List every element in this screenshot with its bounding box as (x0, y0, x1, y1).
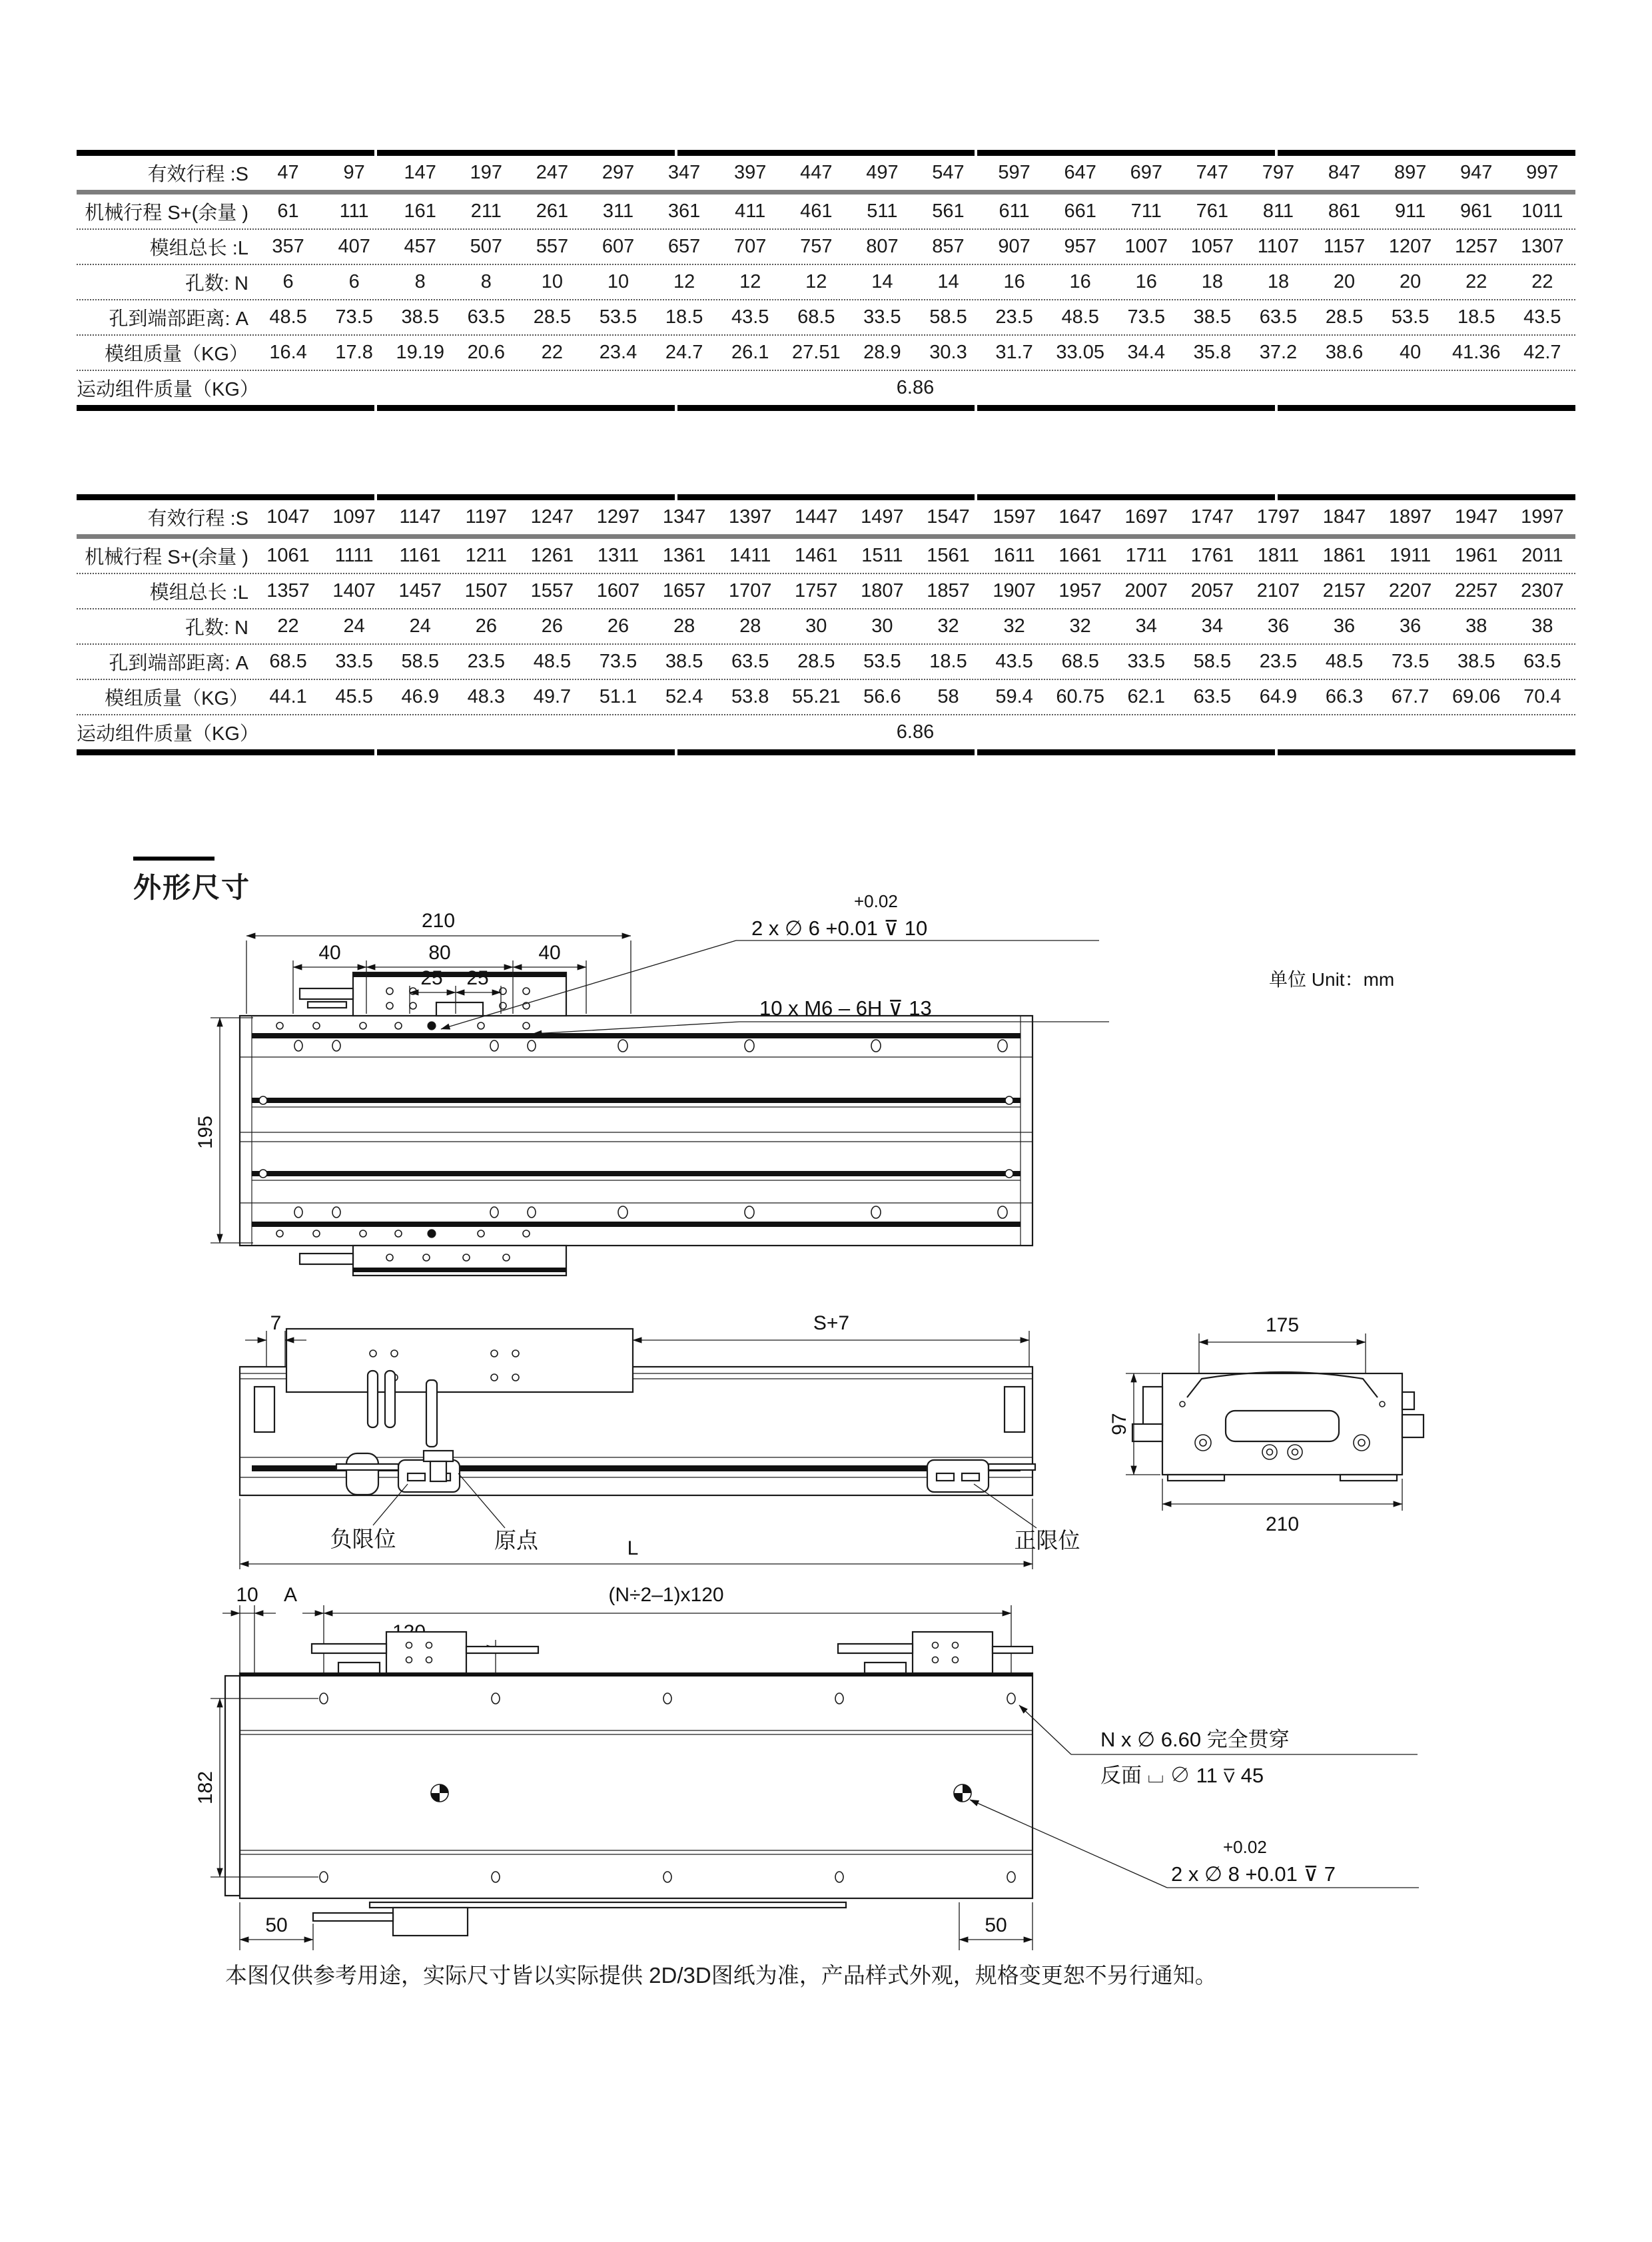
table-cell: 707 (734, 236, 767, 257)
table-cell: 59.4 (995, 686, 1033, 707)
table-cell: 1247 (530, 506, 574, 528)
table-cell: 36 (1400, 615, 1422, 637)
table-cell: 447 (800, 162, 833, 183)
label-negative-limit: 负限位 (330, 1527, 396, 1551)
table-cell: 41.36 (1451, 342, 1501, 363)
table-cell: 811 (1262, 200, 1294, 222)
table-cell: 33.5 (863, 306, 901, 328)
table-cell: 22 (541, 342, 564, 363)
table-cell: 697 (1130, 162, 1162, 183)
table-cell: 63.5 (1523, 651, 1561, 672)
table-cell: 497 (866, 162, 899, 183)
table-cell: 1261 (530, 545, 574, 566)
table-cell: 1597 (993, 506, 1036, 528)
table-cell: 1857 (927, 580, 970, 601)
table-cell: 197 (470, 162, 503, 183)
table-cell: 297 (602, 162, 635, 183)
table-cell: 38.5 (401, 306, 439, 328)
table-cell: 27.51 (792, 342, 841, 363)
callout-pin-holes: 2 x ∅ 6 +0.01 ⊽ 10 (751, 917, 928, 940)
table-cell: 37.2 (1259, 342, 1298, 363)
table-cell: 97 (343, 162, 365, 183)
table-cell: 23.5 (1259, 651, 1298, 672)
table-cell: 38.5 (665, 651, 703, 672)
table-cell: 957 (1064, 236, 1096, 257)
table-cell: 26 (541, 615, 564, 637)
row-label: 有效行程 :S (147, 164, 248, 185)
table-cell: 45.5 (335, 686, 373, 707)
table-cell: 68.5 (797, 306, 835, 328)
table-cell: 1511 (861, 545, 903, 566)
table-cell: 28.9 (863, 342, 901, 363)
dim-182: 182 (195, 1770, 216, 1805)
table-cell: 53.8 (731, 686, 769, 707)
table-cell: 33.5 (335, 651, 373, 672)
table-cell: 30.3 (929, 342, 967, 363)
table-cell: 35.8 (1193, 342, 1232, 363)
table-cell: 1697 (1124, 506, 1168, 528)
table-cell: 43.5 (1523, 306, 1561, 328)
dim-175: 175 (1265, 1314, 1300, 1336)
table-cell: 261 (536, 200, 569, 222)
table-cell: 73.5 (1127, 306, 1165, 328)
table-cell: 18.5 (665, 306, 703, 328)
table-cell: 40 (1400, 342, 1422, 363)
table-cell: 10 (607, 271, 629, 292)
row-label: 孔到端部距离: A (109, 653, 248, 674)
table-cell: 22 (1465, 271, 1487, 292)
table-cell: 18 (1267, 271, 1290, 292)
table-cell: 58 (937, 686, 959, 707)
table-cell: 48.3 (467, 686, 506, 707)
table-cell: 32 (937, 615, 959, 637)
dim-40a: 40 (318, 942, 341, 964)
table-cell: 14 (871, 271, 893, 292)
table-cell: 67.7 (1391, 686, 1430, 707)
table-cell: 807 (866, 236, 899, 257)
table-cell: 611 (999, 200, 1030, 222)
table-cell: 1011 (1521, 200, 1563, 222)
table-cell: 1397 (728, 506, 772, 528)
table-cell: 38.5 (1193, 306, 1232, 328)
table-cell: 647 (1064, 162, 1096, 183)
row-label: 有效行程 :S (147, 508, 248, 530)
table-cell: 43.5 (995, 651, 1033, 672)
callout-dowel-holes: 2 x ∅ 8 +0.01 ⊽ 7 (1171, 1862, 1336, 1886)
table-cell: 1561 (927, 545, 970, 566)
table-cell: 1061 (266, 545, 310, 566)
table-cell: 847 (1328, 162, 1361, 183)
table-cell: 1997 (1521, 506, 1564, 528)
callout-pin-tolerance: +0.02 (854, 891, 898, 911)
dim-97: 97 (1108, 1413, 1130, 1435)
table-cell: 2011 (1521, 545, 1563, 566)
table-cell: 1211 (465, 545, 508, 566)
table-cell: 28.5 (797, 651, 835, 672)
end-view (1108, 1314, 1424, 1535)
table-cell: 68.5 (269, 651, 307, 672)
table-cell: 14 (937, 271, 959, 292)
table-cell: 24 (409, 615, 431, 637)
table-cell: 58.5 (401, 651, 439, 672)
row-label: 模组总长 :L (149, 238, 248, 259)
table-cell: 23.4 (599, 342, 637, 363)
table-cell: 1747 (1190, 506, 1234, 528)
table-cell: 907 (998, 236, 1031, 257)
table-cell: 911 (1395, 200, 1426, 222)
table-cell: 361 (667, 200, 701, 222)
table-cell: 48.5 (533, 651, 572, 672)
table-cell: 161 (404, 200, 436, 222)
table-cell: 1007 (1124, 236, 1168, 257)
table-cell: 53.5 (863, 651, 901, 672)
dim-210: 210 (421, 910, 456, 932)
table-cell: 357 (272, 236, 304, 257)
table-cell: 547 (932, 162, 965, 183)
table-cell: 31.7 (995, 342, 1033, 363)
dim-50-right: 50 (985, 1914, 1007, 1936)
table-cell: 18.5 (1457, 306, 1495, 328)
table-cell: 1757 (795, 580, 838, 601)
table-cell: 1147 (399, 506, 441, 528)
dim-195: 195 (195, 1115, 216, 1150)
table-cell: 36 (1333, 615, 1356, 637)
table-cell: 42.7 (1523, 342, 1561, 363)
table-cell: 1307 (1521, 236, 1564, 257)
table-cell: 6 (282, 271, 294, 292)
table-cell: 12 (673, 271, 695, 292)
table-cell: 55.21 (792, 686, 841, 707)
table-cell: 16 (1003, 271, 1025, 292)
table-cell: 1461 (795, 545, 838, 566)
table-cell: 2257 (1454, 580, 1498, 601)
table-cell: 66.3 (1325, 686, 1364, 707)
table-cell: 1157 (1323, 236, 1366, 257)
table-cell: 711 (1130, 200, 1162, 222)
sensor-block-right (838, 1632, 1032, 1673)
table-cell: 56.6 (863, 686, 901, 707)
table-cell: 28.5 (1325, 306, 1364, 328)
table-cell: 33.5 (1127, 651, 1165, 672)
table-cell: 457 (404, 236, 436, 257)
table-cell: 32 (1069, 615, 1091, 637)
table-cell: 1961 (1454, 545, 1498, 566)
table-cell: 63.5 (467, 306, 506, 328)
table-cell: 38 (1465, 615, 1487, 637)
dowel-hole-left (431, 1784, 448, 1802)
table-cell: 26 (475, 615, 497, 637)
table-cell: 1411 (729, 545, 771, 566)
dim-7: 7 (270, 1312, 282, 1334)
table-cell: 44.1 (269, 686, 307, 707)
table-cell: 16.4 (269, 342, 307, 363)
table-cell: 597 (998, 162, 1031, 183)
table-cell: 70.4 (1523, 686, 1561, 707)
table-cell: 20 (1333, 271, 1356, 292)
dim-25a: 25 (420, 967, 443, 989)
row-label: 机械行程 S+(余量 ) (85, 547, 248, 568)
table-cell: 19.19 (396, 342, 445, 363)
table-cell: 1107 (1257, 236, 1300, 257)
table-cell: 857 (932, 236, 965, 257)
table-cell: 897 (1394, 162, 1427, 183)
table-cell: 1907 (993, 580, 1036, 601)
table-cell: 1661 (1058, 545, 1102, 566)
table-cell: 2207 (1388, 580, 1432, 601)
table-cell: 947 (1460, 162, 1493, 183)
table-cell: 28 (673, 615, 695, 637)
table-cell-span: 6.86 (896, 377, 935, 398)
table-cell: 1957 (1058, 580, 1102, 601)
table-cell: 38 (1531, 615, 1553, 637)
table-cell: 12 (739, 271, 761, 292)
table-cell: 797 (1262, 162, 1295, 183)
table-cell: 8 (414, 271, 426, 292)
table-cell: 68.5 (1061, 651, 1099, 672)
callout-tapped-holes: 10 x M6 – 6H ⊽ 13 (759, 996, 932, 1020)
table-cell: 2057 (1190, 580, 1234, 601)
table-cell: 1197 (465, 506, 508, 528)
table-cell: 1811 (1257, 545, 1300, 566)
table-cell: 36 (1267, 615, 1290, 637)
table-cell: 1611 (993, 545, 1035, 566)
table-cell: 1347 (662, 506, 706, 528)
table-cell: 2107 (1256, 580, 1300, 601)
table-cell: 48.5 (269, 306, 307, 328)
table-cell: 51.1 (599, 686, 637, 707)
table-cell: 63.5 (1259, 306, 1298, 328)
table-cell: 507 (470, 236, 503, 257)
row-label: 孔到端部距离: A (109, 308, 248, 330)
table-cell: 1911 (1389, 545, 1432, 566)
table-cell: 58.5 (929, 306, 967, 328)
table-cell: 1207 (1388, 236, 1432, 257)
table-cell: 1447 (795, 506, 838, 528)
row-label: 模组总长 :L (149, 582, 248, 603)
table-cell: 24.7 (665, 342, 703, 363)
table-cell: 63.5 (731, 651, 769, 672)
table-cell: 23.5 (467, 651, 506, 672)
table-cell: 1111 (334, 545, 374, 566)
table-cell: 60.75 (1056, 686, 1104, 707)
dim-A: A (283, 1584, 298, 1606)
table-cell: 63.5 (1193, 686, 1232, 707)
table-cell: 861 (1328, 200, 1361, 222)
table-cell: 561 (932, 200, 965, 222)
dim-25b: 25 (466, 967, 489, 989)
dim-40b: 40 (538, 942, 561, 964)
dim-50-left: 50 (265, 1914, 288, 1936)
row-label: 孔数: N (185, 273, 248, 294)
table-cell: 1647 (1058, 506, 1102, 528)
table-cell: 1807 (861, 580, 904, 601)
label-positive-limit: 正限位 (1014, 1528, 1080, 1553)
unit-label: 单位 Unit：mm (1269, 969, 1395, 990)
slider-carriage-plan-bottom (300, 1246, 566, 1276)
table-cell: 1047 (266, 506, 310, 528)
table-cell: 1161 (399, 545, 441, 566)
table-cell: 2007 (1124, 580, 1168, 601)
table-cell: 28 (739, 615, 761, 637)
row-label: 模组质量（KG） (105, 688, 248, 709)
table-cell: 28.5 (533, 306, 572, 328)
table-cell: 747 (1196, 162, 1229, 183)
table-cell: 211 (470, 200, 502, 222)
table-cell: 2307 (1521, 580, 1564, 601)
table-cell: 26.1 (731, 342, 769, 363)
table-cell: 17.8 (335, 342, 373, 363)
table-cell: 18 (1201, 271, 1223, 292)
table-cell: 53.5 (599, 306, 637, 328)
callout-dowel-tolerance: +0.02 (1223, 1837, 1267, 1857)
table-cell: 16 (1135, 271, 1157, 292)
table-cell: 22 (1531, 271, 1553, 292)
table-cell: 1847 (1322, 506, 1366, 528)
table-cell: 607 (602, 236, 635, 257)
table-cell: 43.5 (731, 306, 769, 328)
table-cell: 30 (805, 615, 827, 637)
table-cell: 24 (343, 615, 365, 637)
table-cell: 397 (734, 162, 767, 183)
dim-hole-pitch: (N÷2–1)x120 (608, 1584, 724, 1606)
table-cell: 32 (1003, 615, 1025, 637)
table-cell: 46.9 (401, 686, 439, 707)
table-cell: 147 (404, 162, 436, 183)
callout-through-holes-line2: 反面 ⌴ ∅ 11 ⊽ 45 (1100, 1764, 1264, 1787)
table-cell: 26 (607, 615, 629, 637)
table-cell: 1797 (1256, 506, 1300, 528)
table-cell: 49.7 (533, 686, 572, 707)
table-cell: 10 (541, 271, 564, 292)
dim-10: 10 (236, 1584, 258, 1606)
table-cell: 1761 (1190, 545, 1234, 566)
table-cell: 1357 (266, 580, 310, 601)
table-cell: 2157 (1322, 580, 1366, 601)
table-cell: 52.4 (665, 686, 703, 707)
footnote: 本图仅供参考用途，实际尺寸皆以实际提供 2D/3D图纸为准，产品样式外观，规格变更恕不另行通知。 (225, 1963, 1217, 1988)
table-cell: 1311 (597, 545, 639, 566)
bottom-view (195, 1584, 1419, 1950)
table-cell: 34 (1135, 615, 1157, 637)
dim-80: 80 (428, 942, 451, 964)
table-cell: 1947 (1454, 506, 1498, 528)
table-cell: 1547 (927, 506, 970, 528)
section-title-text: 外形尺寸 (133, 872, 251, 903)
table-cell: 22 (277, 615, 299, 637)
table-cell: 1707 (728, 580, 772, 601)
table-cell: 73.5 (1391, 651, 1430, 672)
table-cell: 1657 (662, 580, 706, 601)
table-cell: 1607 (596, 580, 640, 601)
table-cell: 1861 (1322, 545, 1366, 566)
table-cell: 23.5 (995, 306, 1033, 328)
table-cell: 557 (536, 236, 569, 257)
table-cell: 1057 (1190, 236, 1234, 257)
dowel-hole-right (954, 1784, 971, 1802)
table-cell: 661 (1064, 200, 1096, 222)
table-cell: 1897 (1388, 506, 1432, 528)
table-cell: 1557 (530, 580, 574, 601)
sensor-block-left (312, 1632, 538, 1673)
table-cell: 6 (348, 271, 360, 292)
table-cell: 38.5 (1457, 651, 1495, 672)
dim-210-end: 210 (1265, 1513, 1300, 1535)
table-cell: 48.5 (1325, 651, 1364, 672)
table-cell: 411 (735, 200, 766, 222)
table-cell: 62.1 (1127, 686, 1165, 707)
row-label: 孔数: N (185, 617, 248, 639)
table-cell: 1507 (464, 580, 508, 601)
table-cell: 33.05 (1056, 342, 1104, 363)
table-cell: 407 (338, 236, 370, 257)
table-cell: 53.5 (1391, 306, 1430, 328)
table-cell: 64.9 (1259, 686, 1298, 707)
label-origin: 原点 (494, 1528, 538, 1553)
table-cell: 73.5 (335, 306, 373, 328)
table-cell: 58.5 (1193, 651, 1232, 672)
table-cell: 761 (1196, 200, 1229, 222)
table-cell-span: 6.86 (896, 721, 935, 743)
row-label: 运动组件质量（KG） (77, 723, 259, 745)
table-cell: 511 (867, 200, 898, 222)
table-cell: 1407 (332, 580, 376, 601)
table-cell: 1297 (596, 506, 640, 528)
table-cell: 347 (667, 162, 701, 183)
table-cell: 961 (1460, 200, 1493, 222)
table-cell: 38.6 (1325, 342, 1364, 363)
table-cell: 61 (277, 200, 299, 222)
table-cell: 1711 (1125, 545, 1167, 566)
table-cell: 111 (339, 200, 369, 222)
row-label: 模组质量（KG） (105, 344, 248, 365)
table-cell: 1257 (1454, 236, 1498, 257)
table-cell: 20.6 (467, 342, 506, 363)
table-cell: 48.5 (1061, 306, 1099, 328)
table-cell: 30 (871, 615, 893, 637)
table-cell: 247 (536, 162, 569, 183)
table-cell: 73.5 (599, 651, 637, 672)
table-cell: 657 (667, 236, 701, 257)
dim-s-plus-7: S+7 (813, 1312, 850, 1334)
row-label: 机械行程 S+(余量 ) (85, 202, 248, 224)
table-cell: 12 (805, 271, 827, 292)
table-cell: 34.4 (1127, 342, 1165, 363)
plan-view (195, 891, 1394, 1276)
table-cell: 461 (800, 200, 833, 222)
table-cell: 757 (800, 236, 833, 257)
table-cell: 69.06 (1451, 686, 1501, 707)
table-cell: 16 (1069, 271, 1091, 292)
table-cell: 1097 (332, 506, 376, 528)
table-cell: 8 (480, 271, 492, 292)
table-cell: 1497 (861, 506, 904, 528)
side-view (240, 1312, 1080, 1569)
table-cell: 47 (277, 162, 299, 183)
table-cell: 1361 (662, 545, 706, 566)
table-cell: 34 (1201, 615, 1223, 637)
table-cell: 18.5 (929, 651, 967, 672)
dim-L: L (627, 1537, 639, 1559)
row-label: 运动组件质量（KG） (77, 379, 259, 400)
table-cell: 1457 (398, 580, 442, 601)
table-cell: 997 (1526, 162, 1559, 183)
table-cell: 20 (1400, 271, 1422, 292)
table-cell: 311 (602, 200, 634, 222)
callout-through-holes-line1: N x ∅ 6.60 完全贯穿 (1100, 1728, 1290, 1751)
